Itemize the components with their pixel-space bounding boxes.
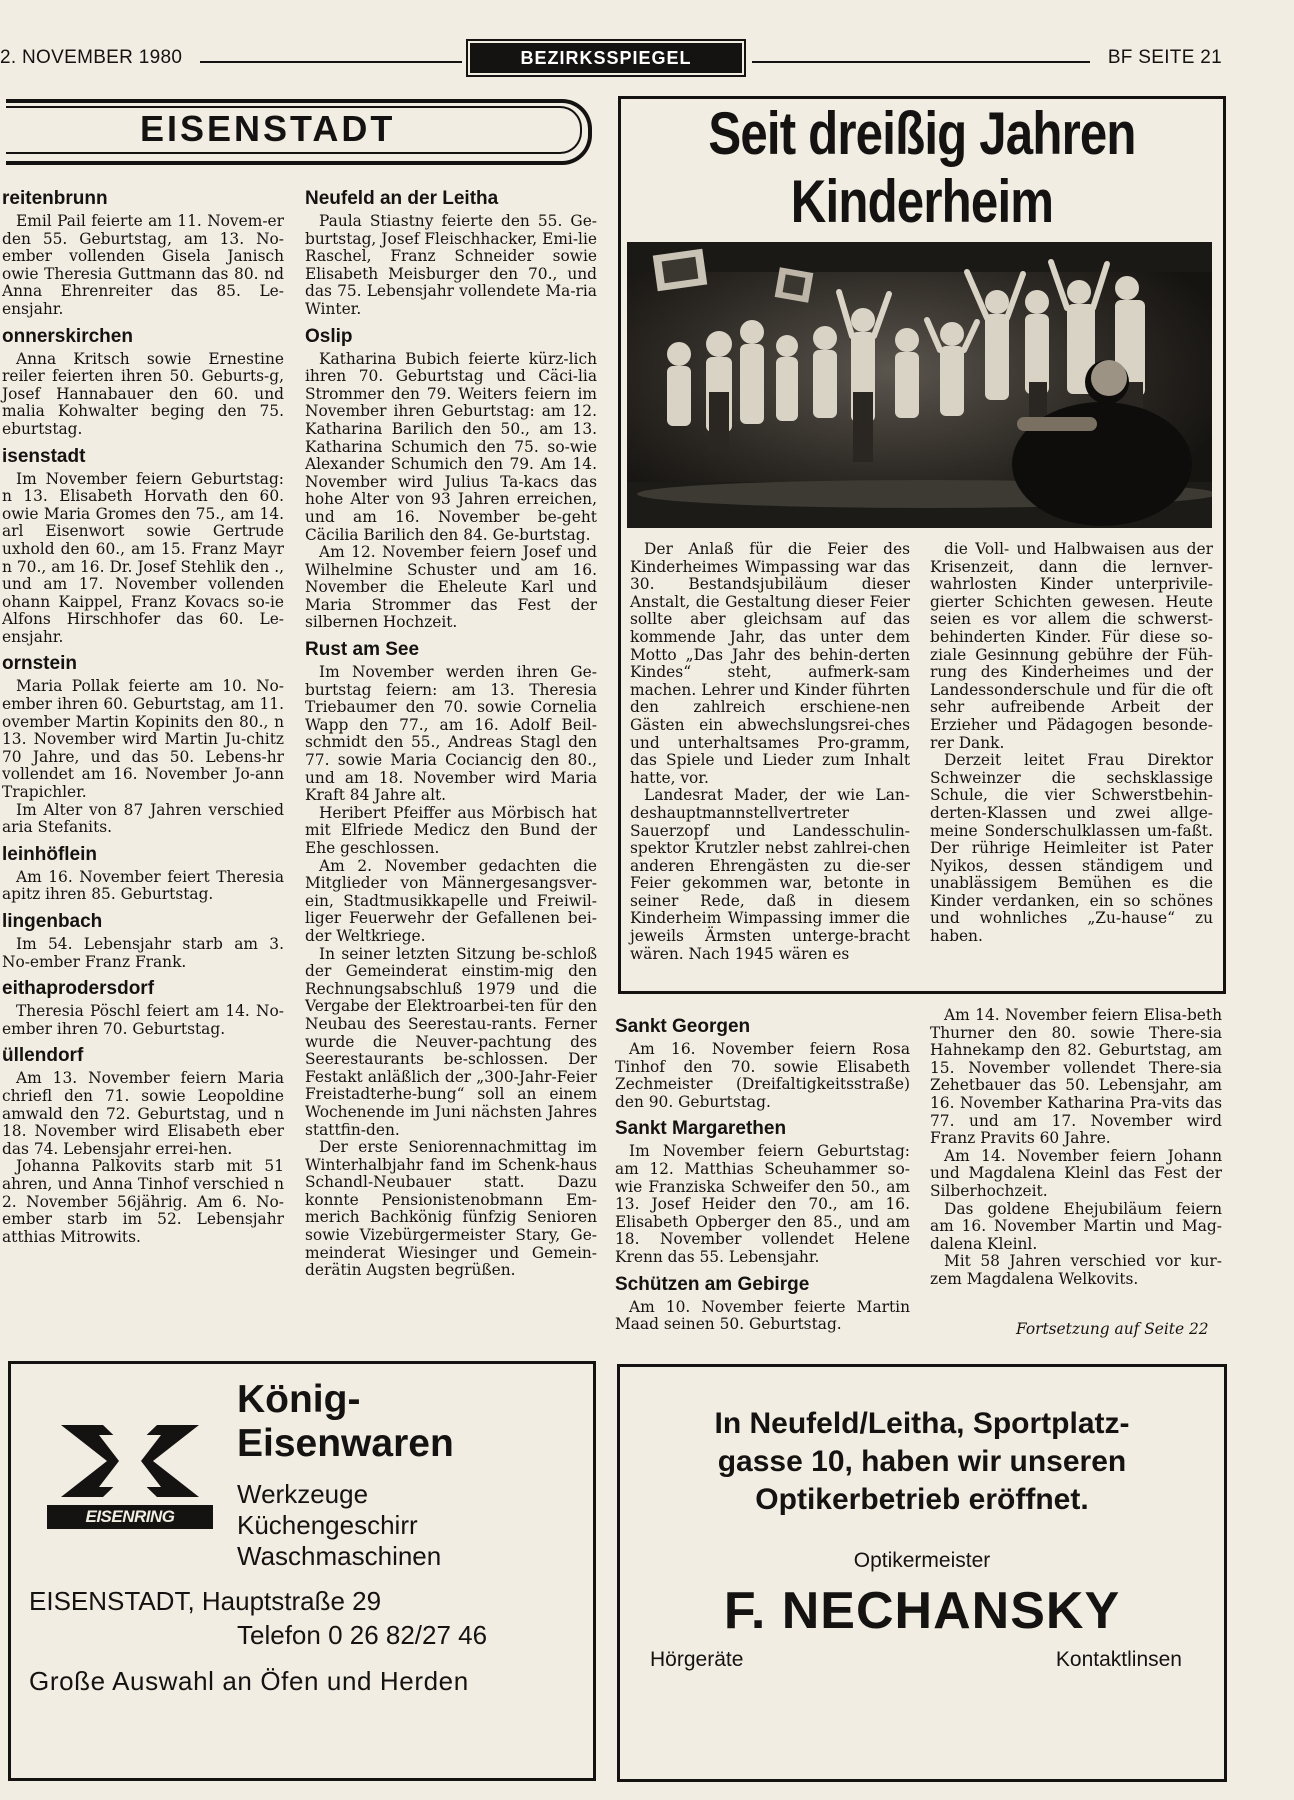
feature-column-1 bbox=[630, 541, 910, 963]
feature-column-2 bbox=[930, 541, 1213, 946]
section-heading: eithaprodersdorf bbox=[2, 978, 155, 1000]
ad1-product-list bbox=[237, 1479, 441, 1572]
article-paragraph: Das goldene Ehejubiläum feiern am 16. November Martin und Mag-dalena Kleinl. bbox=[930, 1199, 1222, 1253]
ad2-service-right: Kontaktlinsen bbox=[1055, 1648, 1182, 1671]
ad2-announcement bbox=[620, 1405, 1224, 1519]
article-paragraph: Im November feiern Geburtstag: am 12. Matthias Scheuhammer so-wie Franziska Schweifer den 50., am 13. Josef Heider den 70., am 16. Elisabeth Opberger den 85., und am 18. November vollendet Helene Krenn das 55. Lebensjahr. bbox=[615, 1142, 910, 1266]
section-heading: Neufeld an der Leitha bbox=[305, 188, 499, 209]
ad1-title-line-1: König- bbox=[237, 1378, 361, 1421]
ad1-title bbox=[237, 1378, 454, 1466]
news-column-2 bbox=[305, 181, 597, 1280]
article-paragraph: Heribert Pfeiffer aus Mörbisch hat mit Elfriede Medicz den Bund der Ehe geschlossen. bbox=[305, 803, 597, 857]
news-column-1 bbox=[2, 181, 284, 1246]
ad1-product-3: Waschmaschinen bbox=[237, 1541, 442, 1571]
eisenring-logo-text: EISENRING bbox=[85, 1507, 175, 1526]
page-number: BF SEITE 21 bbox=[1107, 47, 1222, 68]
article-paragraph: Johanna Palkovits starb mit 51 ahren, und Anna Tinhof verschied n 2. November 56jährig. Am 6. No-ember starb im 52. Lebensjahr atthias Mitrowits. bbox=[2, 1157, 284, 1246]
article-paragraph: Im November feiern Geburtstag: n 13. Elisabeth Horvath den 60. owie Maria Gromes den 75., am 14. arl Eisenwort sowie Gertrude uxhold den 60., am 15. Franz Mayr n 70., am 16. Dr. Josef Stehlik den ., und am 17. November vollenden ohann Kaippel, Franz Kovacs so-ie Alfons Hirschhofer das 60. Le-ensjahr. bbox=[2, 469, 284, 646]
news-column-4 bbox=[930, 1007, 1222, 1289]
article-paragraph: Derzeit leitet Frau Direktor Schweinzer die sechsklassige Schule, die vier Schwerstbehin-derten-Klassen und zwei allge-meine Sonderschulklassen um-faßt. Der rührige Heimleiter ist Pater Nyikos, dessen ständigem und unablässigem Bemühen es die Kinder verdanken, ein so schönes und wohnliches „Zu-hause“ zu haben. bbox=[930, 751, 1213, 946]
article-paragraph: die Voll- und Halbwaisen aus der Krisenzeit, dann die lernver-wahrlosten Kinder unterprivile-gierter Schichten gewesen. Heute seien es vor allem die schwerst-behinderten Kinder. Für diese so-ziale Gesinnung gebühre der Füh-rung des Kinderheimes und der Landessonderschule und für die oft sehr aufreibende Arbeit der Erzieher und Pädagogen besonde-rer Dank. bbox=[930, 540, 1213, 752]
article-paragraph: Landesrat Mader, der wie Lan-deshauptmannstellvertreter Sauerzopf und Landesschulin-spektor Krutzler nebst zahlrei-chen anderen Ehrengästen zu die-ser Feier gekommen war, betonte in seiner Rede, daß in diesem Kinderheim Wimpassing immer die jeweils Ärmsten unterge-bracht wären. Nach 1945 wären es bbox=[630, 786, 910, 963]
ad1-phone: Telefon 0 26 82/27 46 bbox=[237, 1620, 488, 1650]
eisenring-logo bbox=[41, 1421, 219, 1533]
ad2-name: F. NECHANSKY bbox=[723, 1582, 1121, 1640]
ad1-product-1: Werkzeuge bbox=[237, 1479, 369, 1509]
article-paragraph: Katharina Bubich feierte kürz-lich ihren 70. Geburtstag und Cäci-lia Strommer den 79. Weiters feiern im November ihren Geburtstag: am 12. Katharina Barilich den 50., am 13. Katharina Schumich den 75. so-wie Alexander Schumich den 79. Am 14. November wird Julius Ta-kacs das hohe Alter von 93 Jahren erreichen, und am 16. November be-geht Cäcilia Barilich den 84. Ge-burtstag. bbox=[305, 349, 597, 544]
ad1-title-line-2: Eisenwaren bbox=[237, 1422, 454, 1465]
article-paragraph: Maria Pollak feierte am 10. No-ember ihren 60. Geburtstag, am 11. ovember Martin Kopinits den 80., n 13. November wird Martin Ju-chitz 70 Jahre, und das 50. Lebens-hr vollendet am 16. November Jo-ann Trapichler. bbox=[2, 677, 284, 802]
article-paragraph: Am 10. November feierte Martin Maad seinen 50. Geburtstag. bbox=[615, 1297, 910, 1334]
ad1-slogan: Große Auswahl an Öfen und Herden bbox=[29, 1666, 469, 1696]
article-paragraph: Am 2. November gedachten die Mitglieder von Männergesangsver-ein, Stadtmusikkapelle und Freiwil-liger Feuerwehr der Gefallenen bei-der Weltkriege. bbox=[305, 856, 597, 945]
ad1-address: EISENSTADT, Hauptstraße 29 bbox=[29, 1586, 382, 1616]
section-heading: isenstadt bbox=[2, 445, 86, 467]
article-paragraph: Am 16. November feiert Theresia apitz ihren 85. Geburtstag. bbox=[2, 867, 284, 904]
continued-note: Fortsetzung auf Seite 22 bbox=[1016, 1320, 1209, 1338]
section-heading: Oslip bbox=[305, 325, 353, 347]
ad-koenig-eisenwaren bbox=[8, 1361, 596, 1781]
section-heading: Sankt Georgen bbox=[615, 1016, 751, 1037]
article-paragraph: Im Alter von 87 Jahren verschied aria Stefanits. bbox=[2, 800, 284, 837]
feature-headline-line-2: Kinderheim bbox=[790, 168, 1054, 235]
article-paragraph: Mit 58 Jahren verschied vor kur-zem Magdalena Welkovits. bbox=[930, 1252, 1222, 1288]
article-paragraph: Der erste Seniorennachmittag im Winterhalbjahr fand im Schenk-haus Schandl-Neubauer statt. Dazu konnte Pensionistenobmann Em-merich Bachkönig fünfzig Senioren sowie Vizebürgermeister Stary, Ge-meinderat Wiesinger und Gemein-derätin Augsten begrüßen. bbox=[305, 1138, 597, 1280]
news-column-3 bbox=[615, 1009, 910, 1334]
ad2-role: Optikermeister bbox=[853, 1549, 991, 1572]
article-paragraph: Emil Pail feierte am 11. Novem-er den 55. Geburtstag, am 13. No-ember vollenden Gisela Janisch owie Theresia Guttmann das 80. nd Anna Ehrenreiter das 85. Le-ensjahr. bbox=[2, 212, 284, 318]
region-banner-title: EISENSTADT bbox=[140, 108, 396, 149]
section-heading: reitenbrunn bbox=[2, 188, 108, 209]
ad2-line-2: gasse 10, haben wir unseren bbox=[717, 1445, 1127, 1478]
ad2-service-left: Hörgeräte bbox=[650, 1648, 744, 1671]
issue-date: 2. NOVEMBER 1980 bbox=[0, 47, 183, 68]
header-rule-right bbox=[752, 61, 1090, 63]
section-heading: ornstein bbox=[2, 653, 77, 675]
children-stage-photo-image bbox=[627, 242, 1212, 528]
section-heading: leinhöflein bbox=[2, 843, 97, 865]
article-paragraph: Anna Kritsch sowie Ernestine reiler feierten ihren 50. Geburts-g, Josef Hannabauer den 60. und malia Kohwalter beging den 75. eburtstag. bbox=[2, 349, 284, 438]
section-heading: lingenbach bbox=[2, 911, 103, 932]
article-paragraph: Theresia Pöschl feiert am 14. No-ember ihren 70. Geburtstag. bbox=[2, 1002, 284, 1038]
section-heading: onnerskirchen bbox=[2, 325, 133, 347]
ad2-line-1: In Neufeld/Leitha, Sportplatz- bbox=[714, 1407, 1130, 1440]
article-paragraph: Paula Stiastny feierte den 55. Ge-burtstag, Josef Fleischhacker, Emi-lie Raschel, Franz Schneider sowie Elisabeth Meisburger den 70., und das 75. Lebensjahr vollendete Ma-ria Winter. bbox=[305, 212, 597, 318]
section-heading: Rust am See bbox=[305, 639, 420, 661]
ad1-product-2: Küchengeschirr bbox=[237, 1510, 418, 1540]
section-heading: Schützen am Gebirge bbox=[615, 1273, 810, 1295]
article-paragraph: Am 12. November feiern Josef und Wilhelmine Schuster und am 16. November die Eheleute Karl und Maria Strommer das Fest der silbernen Hochzeit. bbox=[305, 543, 597, 632]
feature-photo bbox=[627, 242, 1212, 528]
ad2-line-3: Optikerbetrieb eröffnet. bbox=[755, 1483, 1089, 1516]
header-rule-left bbox=[200, 61, 462, 63]
article-paragraph: Am 14. November feiern Johann und Magdalena Kleinl das Fest der Silberhochzeit. bbox=[930, 1146, 1222, 1200]
article-paragraph: Im November werden ihren Ge-burtstag feiern: am 13. Theresia Triebaumer den 70. sowie Cornelia Wapp den 77., am 16. Adolf Beil-schmidt den 55., Andreas Stagl den 77. sowie Maria Cociancig den 80., und am 18. November wird Maria Kraft 84 Jahre alt. bbox=[305, 663, 597, 805]
article-paragraph: Am 14. November feiern Elisa-beth Thurner den 80. sowie There-sia Hahnekamp den 82. Geburtstag, am 15. November vollendet There-sia Zehetbauer das 50. Lebensjahr, am 16. November Katharina Pra-vits das 77. und am 17. November wird Franz Pravits 60 Jahre. bbox=[930, 1006, 1222, 1148]
article-paragraph: Am 13. November feiern Maria chriefl den 71. sowie Leopoldine amwald den 72. Geburtstag, und n 18. November wird Elisabeth eber das 74. Lebensjahr errei-hen. bbox=[2, 1069, 284, 1158]
section-heading: Sankt Margarethen bbox=[615, 1118, 787, 1140]
feature-headline-line-1: Seit dreißig Jahren bbox=[708, 100, 1136, 167]
article-paragraph: Im 54. Lebensjahr starb am 3. No-ember Franz Frank. bbox=[2, 935, 284, 971]
ad-optiker-nechansky bbox=[617, 1364, 1227, 1782]
article-paragraph: Am 16. November feiern Rosa Tinhof den 70. sowie Elisabeth Zechmeister (Dreifaltigkeitsstraße) den 90. Geburtstag. bbox=[615, 1040, 910, 1111]
article-paragraph: Der Anlaß für die Feier des Kinderheimes Wimpassing war das 30. Bestandsjubiläum dieser Anstalt, die Gestaltung dieser Feier sollte aber gleichsam auf das kommende Jahr, das unter dem Motto „Das Jahr des behin-derten Kindes“ steht, aufmerk-sam machen. Lehrer und Kinder führten den zahlreich erschiene-nen Gästen ein abwechslungsrei-ches und unterhaltsames Pro-gramm, das Spiele und Lieder zum Inhalt hatte, vor. bbox=[630, 540, 910, 787]
section-heading: üllendorf bbox=[2, 1045, 84, 1067]
section-label: BEZIRKSSPIEGEL bbox=[470, 43, 742, 73]
article-paragraph: In seiner letzten Sitzung be-schloß der Gemeinderat einstim-mig den Rechnungsabschluß 1979 und die Vergabe der Elektroarbei-ten für den Neubau des Seerestau-rants. Ferner wurde die Neuver-pachtung des Seerestaurants be-schlossen. Der Festakt anläßlich der „300-Jahr-Feier Freistadterhe-bung“ soll an einem Wochenende im Juni nächsten Jahres stattfin-den. bbox=[305, 944, 597, 1139]
